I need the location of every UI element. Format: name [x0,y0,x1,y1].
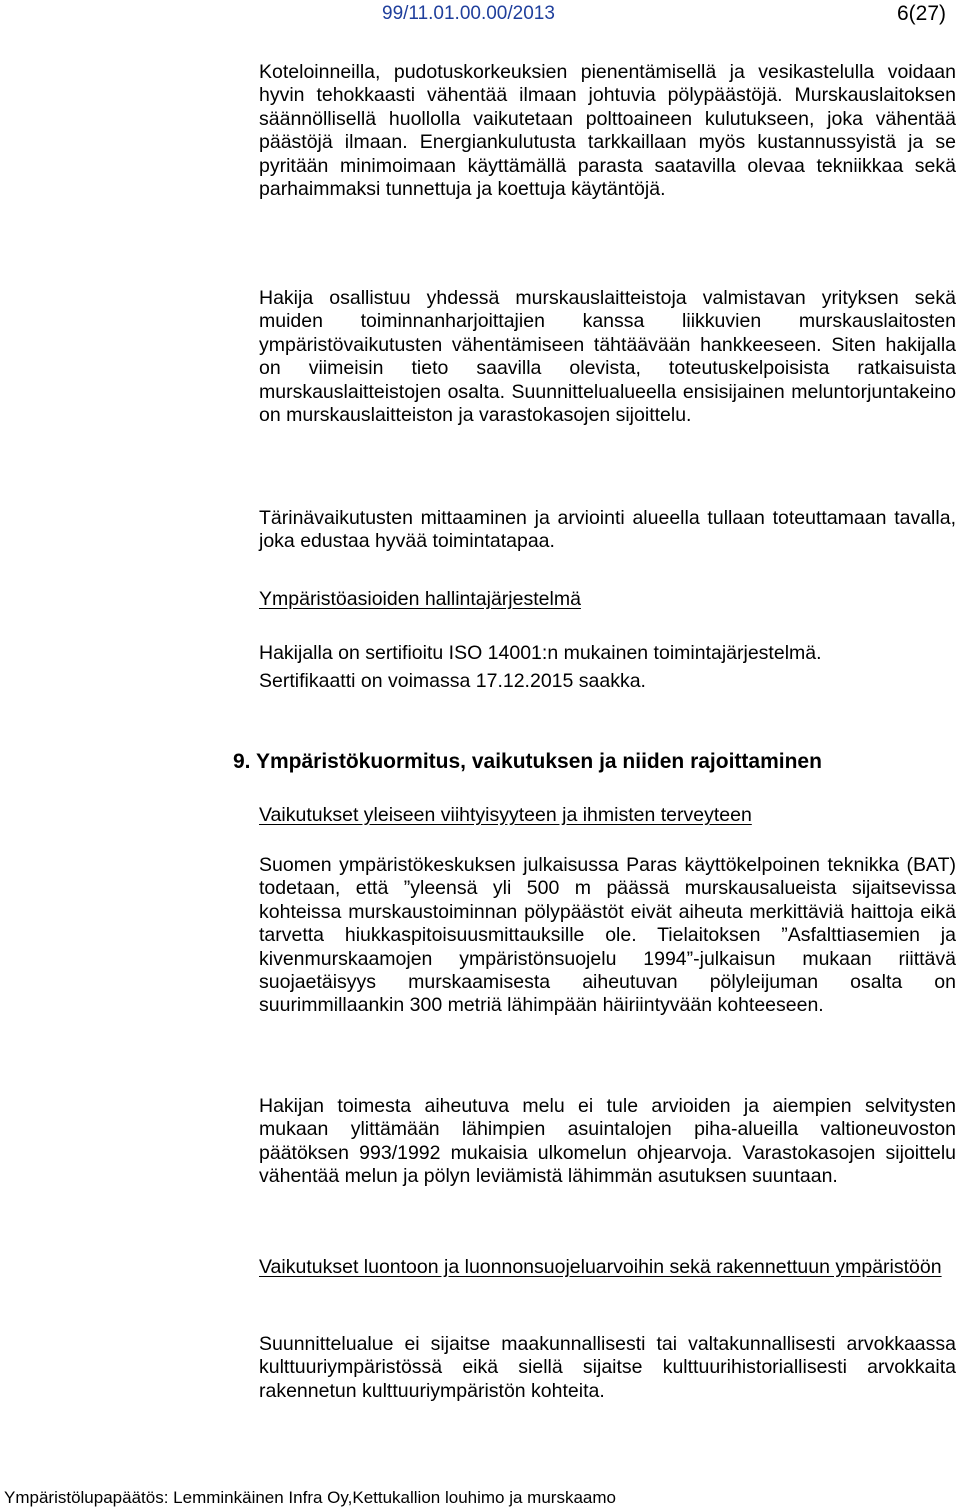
section-9-title: 9. Ympäristökuormitus, vaikutuksen ja niiden rajoittaminen [233,750,822,773]
page-footer: Ympäristölupapäätös: Lemminkäinen Infra Oy,Kettukallion louhimo ja murskaamo [4,1488,616,1507]
document-code: 99/11.01.00.00/2013 [382,3,555,24]
paragraph-dust-emissions: Koteloinneilla, pudotuskorkeuksien pienentämisellä ja vesikastelulla voidaan hyvin tehokkaasti vähentää ilmaan johtuvia pölypäästöjä. Murskauslaitoksen säännöllisellä huollolla vaikutetaan polttoaineen kulutukseen, joka vähentää päästöjä ilmaan. Energiankulutusta tarkkaillaan myös kustannussyistä ja se pyritään minimoimaan käyttämällä parasta saatavilla olevaa tekniikkaa sekä parhaimmaksi tunnettuja ja koettuja käytäntöjä. [259,61,956,201]
subheading-nature-effects: Vaikutukset luontoon ja luonnonsuojeluarvoihin sekä rakennettuun ympäristöön [259,1256,942,1278]
subheading-health-effects: Vaikutukset yleiseen viihtyisyyteen ja ihmisten terveyteen [259,804,752,826]
subheading-environmental-management: Ympäristöasioiden hallintajärjestelmä [259,588,581,610]
paragraph-noise: Hakijan toimesta aiheutuva melu ei tule arvioiden ja aiempien selvitysten mukaan ylittämään lähimpien asuintalojen piha-alueilla valtioneuvoston päätöksen 993/1992 mukaisia ulkomelun ohjearvoja. Varastokasojen sijoittelu vähentää melun ja pölyn leviämistä lähimmän asutuksen suuntaan. [259,1095,956,1188]
paragraph-iso-line1: Hakijalla on sertifioitu ISO 14001:n mukainen toimintajärjestelmä. [259,642,822,664]
page-number: 6(27) [896,2,946,25]
paragraph-iso-line2: Sertifikaatti on voimassa 17.12.2015 saakka. [259,670,646,692]
paragraph-bat-dust: Suomen ympäristökeskuksen julkaisussa Paras käyttökelpoinen teknikka (BAT) todetaan, että ”yleensä yli 500 m päässä murskausalueista sijaitsevissa kohteissa murskaustoiminnan pölypäästöt eivät aiheuta merkittäviä haittoja eikä tarvetta hiukkaspitoisuusmittauksille ole. Tielaitoksen ”Asfalttiasemien ja kivenmurskaamojen ympäristönsuojelu 1994”-julkaisun mukaan riittävä suojaetäisyys murskaamisesta aiheutuvan pölyleijuman osalta on suurimmillaankin 300 metriä lähimpään häiriintyvään kohteeseen. [259,854,956,1017]
paragraph-vibration: Tärinävaikutusten mittaaminen ja arviointi alueella tullaan toteuttamaan tavalla, joka edustaa hyvää toimintatapaa. [259,507,956,553]
paragraph-project-participation: Hakija osallistuu yhdessä murskauslaitteistoja valmistavan yrityksen sekä muiden toiminnanharjoittajien kanssa liikkuvien murskauslaitosten ympäristövaikutusten vähentämiseen tähtäävään hankkeeseen. Siten hakijalla on viimeisin tieto saavilla olevista, toteutuskelpoisista ratkaisuista murskauslaitteistojen osalta. Suunnittelualueella ensisijainen meluntorjuntakeino on murskauslaitteiston ja varastokasojen sijoittelu. [259,287,956,427]
paragraph-cultural-environment: Suunnittelualue ei sijaitse maakunnallisesti tai valtakunnallisesti arvokkaassa kulttuuriympäristössä eikä siellä sijaitse kulttuurihistoriallisesti arvokkaita rakennetun kulttuuriympäristön kohteita. [259,1333,956,1402]
